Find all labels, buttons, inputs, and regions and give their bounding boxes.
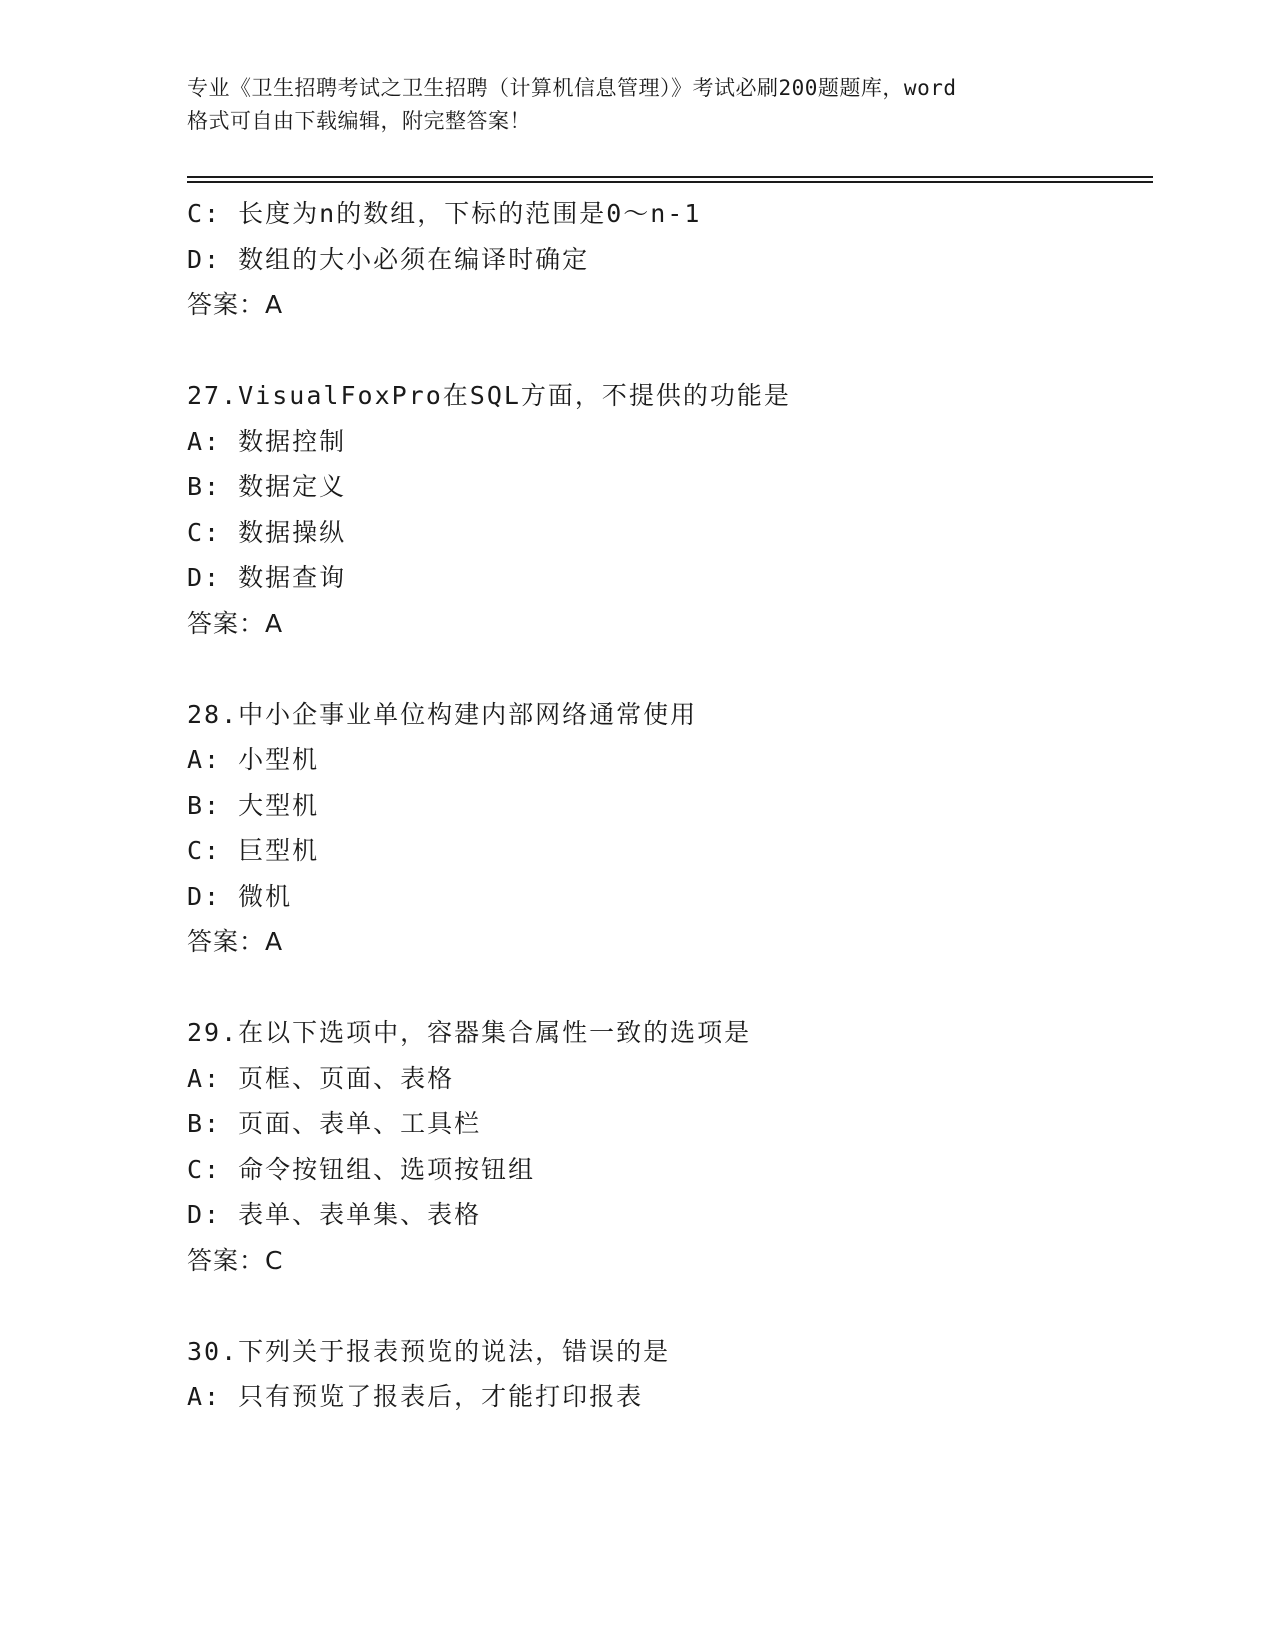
option-b: B: 页面、表单、工具栏 [187, 1109, 482, 1138]
answer-line: 答案：A [187, 608, 284, 638]
option-d: D: 数据查询 [187, 563, 347, 592]
question-stem-28: 28.中小企事业单位构建内部网络通常使用 [187, 699, 698, 729]
option-a: A: 数据控制 [187, 426, 347, 456]
option-a: A: 页框、页面、表格 [187, 1063, 455, 1093]
option-c: C: 巨型机 [187, 836, 320, 865]
spacer [187, 1283, 1153, 1329]
option-b: B: 大型机 [187, 790, 320, 820]
answer-line: 答案：C [187, 1245, 284, 1275]
option-d: D: 数组的大小必须在编译时确定 [187, 244, 590, 274]
question-stem-29: 29.在以下选项中，容器集合属性一致的选项是 [187, 1018, 752, 1047]
answer-line: 答案：A [187, 290, 284, 319]
option-d: D: 微机 [187, 881, 293, 911]
option-c: C: 长度为n的数组，下标的范围是0～n-1 [187, 199, 702, 228]
header-divider-top [187, 176, 1153, 178]
document-header [187, 72, 1087, 138]
header-divider-bottom [187, 181, 1153, 183]
question-stem-30: 30.下列关于报表预览的说法，错误的是 [187, 1336, 671, 1366]
option-b: B: 数据定义 [187, 472, 347, 501]
question-list [187, 191, 1153, 1420]
option-a: A: 小型机 [187, 745, 320, 774]
header-line-1: 专业《卫生招聘考试之卫生招聘（计算机信息管理）》考试必刷200题题库，word [187, 76, 957, 100]
header-line-2: 格式可自由下载编辑，附完整答案！ [187, 109, 531, 133]
option-d: D: 表单、表单集、表格 [187, 1200, 482, 1229]
option-c: C: 数据操纵 [187, 517, 347, 547]
option-c: C: 命令按钮组、选项按钮组 [187, 1154, 536, 1184]
spacer [187, 328, 1153, 374]
spacer [187, 646, 1153, 692]
question-stem-27: 27.VisualFoxPro在SQL方面，不提供的功能是 [187, 381, 791, 410]
option-a: A: 只有预览了报表后，才能打印报表 [187, 1382, 644, 1411]
answer-line: 答案：A [187, 927, 284, 956]
spacer [187, 965, 1153, 1011]
